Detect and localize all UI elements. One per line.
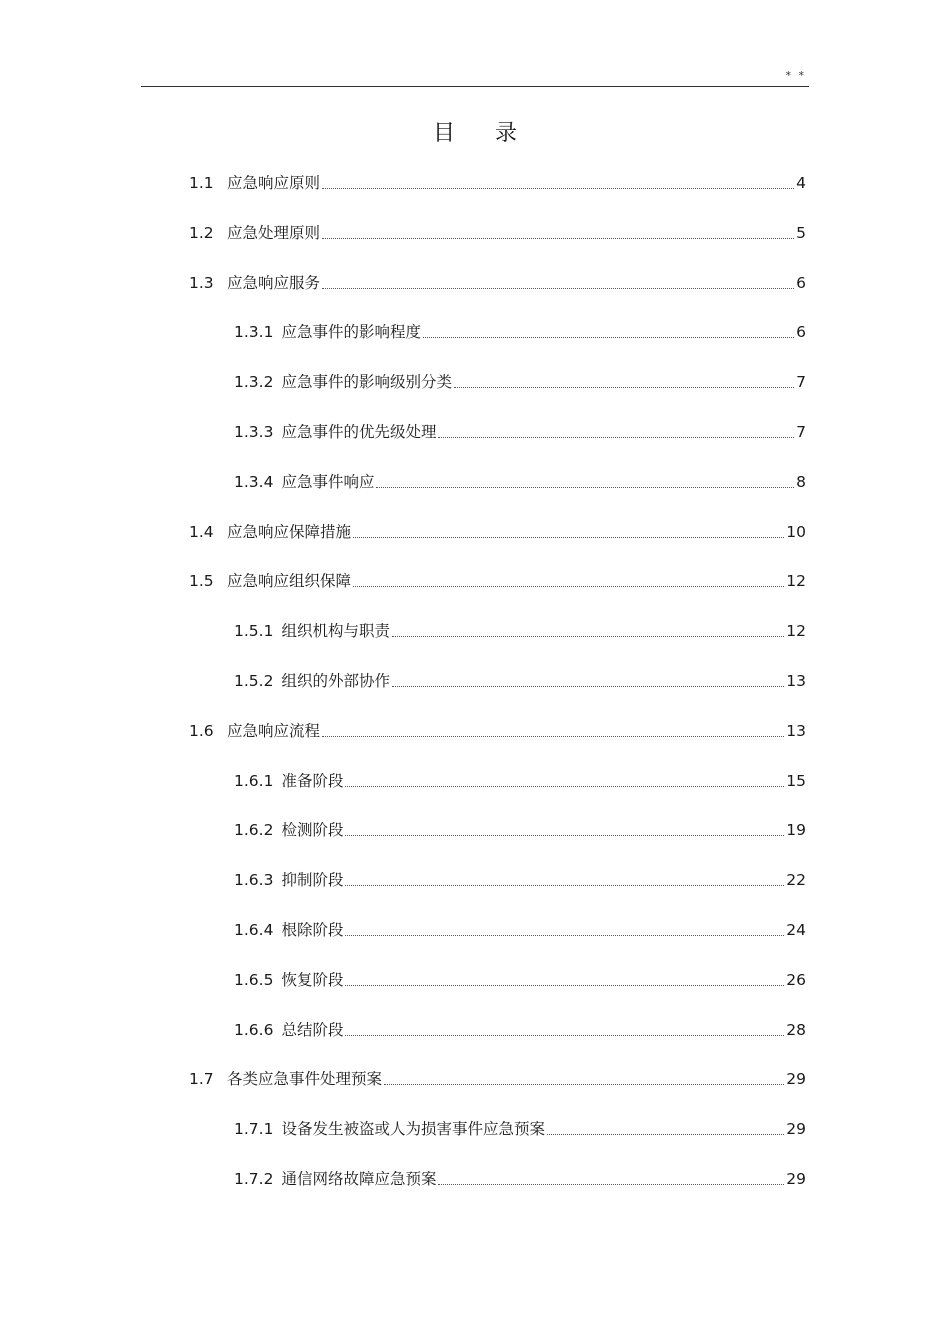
dot-leader — [376, 487, 794, 488]
dot-leader — [322, 188, 794, 189]
toc-entry-title: 应急事件的影响程度 — [281, 323, 421, 342]
toc-entry[interactable] — [234, 1109, 806, 1139]
dot-leader — [345, 835, 784, 836]
toc-entry-page-number: 10 — [786, 522, 806, 541]
toc-entry-page-number: 7 — [796, 373, 806, 392]
toc-entry[interactable] — [189, 213, 806, 243]
dot-leader — [322, 238, 794, 239]
toc-entry-number: 1.6.5 — [234, 970, 274, 989]
toc-entry-title: 设备发生被盗或人为损害事件应急预案 — [281, 1120, 545, 1139]
toc-entry-page-number: 5 — [796, 223, 806, 242]
toc-entry[interactable] — [234, 960, 806, 990]
toc-entry-number: 1.7 — [189, 1070, 214, 1089]
toc-entry[interactable] — [234, 462, 806, 492]
toc-entry[interactable] — [189, 512, 806, 542]
toc-entry-number: 1.3 — [189, 273, 214, 292]
header-rule — [141, 86, 809, 87]
dot-leader — [322, 288, 794, 289]
toc-entry-number: 1.6.6 — [234, 1020, 274, 1039]
toc-entry-number: 1.6 — [189, 721, 214, 740]
toc-entry-number: 1.6.1 — [234, 771, 274, 790]
dot-leader — [345, 1035, 784, 1036]
toc-entry[interactable] — [234, 412, 806, 442]
dot-leader — [547, 1134, 784, 1135]
toc-entry-number: 1.7.1 — [234, 1120, 274, 1139]
toc-entry-page-number: 24 — [786, 921, 806, 939]
toc-entry-title: 各类应急事件处理预案 — [227, 1070, 383, 1089]
toc-entry[interactable] — [189, 561, 806, 591]
toc-entry-number: 1.1 — [189, 174, 214, 192]
toc-entry-page-number: 12 — [786, 622, 806, 641]
toc-entry[interactable] — [234, 661, 806, 691]
toc-entry[interactable] — [234, 362, 806, 392]
toc-entry-page-number: 29 — [786, 1070, 806, 1089]
toc-entry-number: 1.7.2 — [234, 1170, 274, 1188]
toc-entry-page-number: 26 — [786, 970, 806, 989]
dot-leader — [353, 537, 784, 538]
toc-entry-number: 1.3.1 — [234, 323, 274, 342]
toc-entry-number: 1.6.4 — [234, 921, 274, 939]
toc-entry-title: 应急响应组织保障 — [227, 572, 352, 591]
toc-entry-page-number: 13 — [786, 672, 806, 690]
toc-entry-title: 恢复阶段 — [281, 970, 344, 989]
toc-entry-title: 应急处理原则 — [227, 223, 321, 242]
toc-entry-title: 总结阶段 — [281, 1020, 344, 1039]
toc-entry-page-number: 13 — [786, 721, 806, 740]
toc-entry[interactable] — [234, 1010, 806, 1040]
toc-entry-number: 1.5.1 — [234, 622, 274, 641]
toc-entry-title: 应急响应服务 — [227, 273, 321, 292]
toc-entry[interactable] — [234, 860, 806, 890]
toc-entry-number: 1.3.3 — [234, 423, 274, 441]
header-mark: * * — [785, 69, 806, 82]
toc-entry-page-number: 8 — [796, 472, 806, 491]
dot-leader — [345, 935, 784, 936]
toc-entry[interactable] — [234, 1159, 806, 1189]
dot-leader — [392, 686, 784, 687]
toc-entry[interactable] — [234, 910, 806, 940]
toc-entry[interactable] — [189, 1059, 806, 1089]
toc-entry-number: 1.3.4 — [234, 472, 274, 491]
toc-entry[interactable] — [234, 810, 806, 840]
toc-entry-title: 通信网络故障应急预案 — [281, 1170, 437, 1188]
toc-entry-title: 应急事件响应 — [281, 472, 375, 491]
toc-entry-title: 准备阶段 — [281, 771, 344, 790]
toc-entry-page-number: 22 — [786, 871, 806, 890]
dot-leader — [322, 736, 784, 737]
toc-entry-page-number: 29 — [786, 1120, 806, 1139]
toc-entry-page-number: 29 — [786, 1170, 806, 1188]
toc-entry-title: 应急响应流程 — [227, 721, 321, 740]
toc-entry-title: 根除阶段 — [281, 921, 344, 939]
toc-entry-title: 组织机构与职责 — [281, 622, 390, 641]
toc-entry-page-number: 19 — [786, 821, 806, 840]
dot-leader — [345, 885, 784, 886]
toc-entry[interactable] — [189, 263, 806, 293]
toc-entry-page-number: 28 — [786, 1020, 806, 1039]
dot-leader — [384, 1084, 784, 1085]
toc-entry-number: 1.6.2 — [234, 821, 274, 840]
toc-entry[interactable] — [234, 761, 806, 791]
toc-entry[interactable] — [189, 163, 806, 193]
toc-entry[interactable] — [234, 611, 806, 641]
dot-leader — [423, 337, 794, 338]
toc-entry-number: 1.2 — [189, 223, 214, 242]
toc-entry-page-number: 7 — [796, 423, 806, 441]
dot-leader — [438, 1184, 784, 1185]
dot-leader — [438, 437, 794, 438]
toc-entry-number: 1.5 — [189, 572, 214, 591]
toc-entry-title: 应急事件的优先级处理 — [281, 423, 437, 441]
dot-leader — [392, 636, 784, 637]
toc-entry-page-number: 4 — [796, 174, 806, 192]
dot-leader — [454, 387, 794, 388]
toc-entry[interactable] — [234, 312, 806, 342]
toc-entry-number: 1.5.2 — [234, 672, 274, 690]
toc-entry-title: 应急响应原则 — [227, 174, 321, 192]
toc-entry-page-number: 12 — [786, 572, 806, 591]
toc-entry[interactable] — [189, 711, 806, 741]
toc-entry-title: 检测阶段 — [281, 821, 344, 840]
toc-entry-title: 组织的外部协作 — [281, 672, 390, 690]
toc-entry-title: 抑制阶段 — [281, 871, 344, 890]
dot-leader — [345, 786, 784, 787]
toc-entry-page-number: 15 — [786, 771, 806, 790]
toc-entry-page-number: 6 — [796, 273, 806, 292]
toc-entry-title: 应急响应保障措施 — [227, 522, 352, 541]
dot-leader — [353, 586, 784, 587]
toc-entry-number: 1.3.2 — [234, 373, 274, 392]
toc-entry-page-number: 6 — [796, 323, 806, 342]
toc-entry-number: 1.6.3 — [234, 871, 274, 890]
toc-title: 目录 — [432, 121, 557, 146]
toc-entry-title: 应急事件的影响级别分类 — [281, 373, 452, 392]
toc-entry-number: 1.4 — [189, 522, 214, 541]
dot-leader — [345, 985, 784, 986]
